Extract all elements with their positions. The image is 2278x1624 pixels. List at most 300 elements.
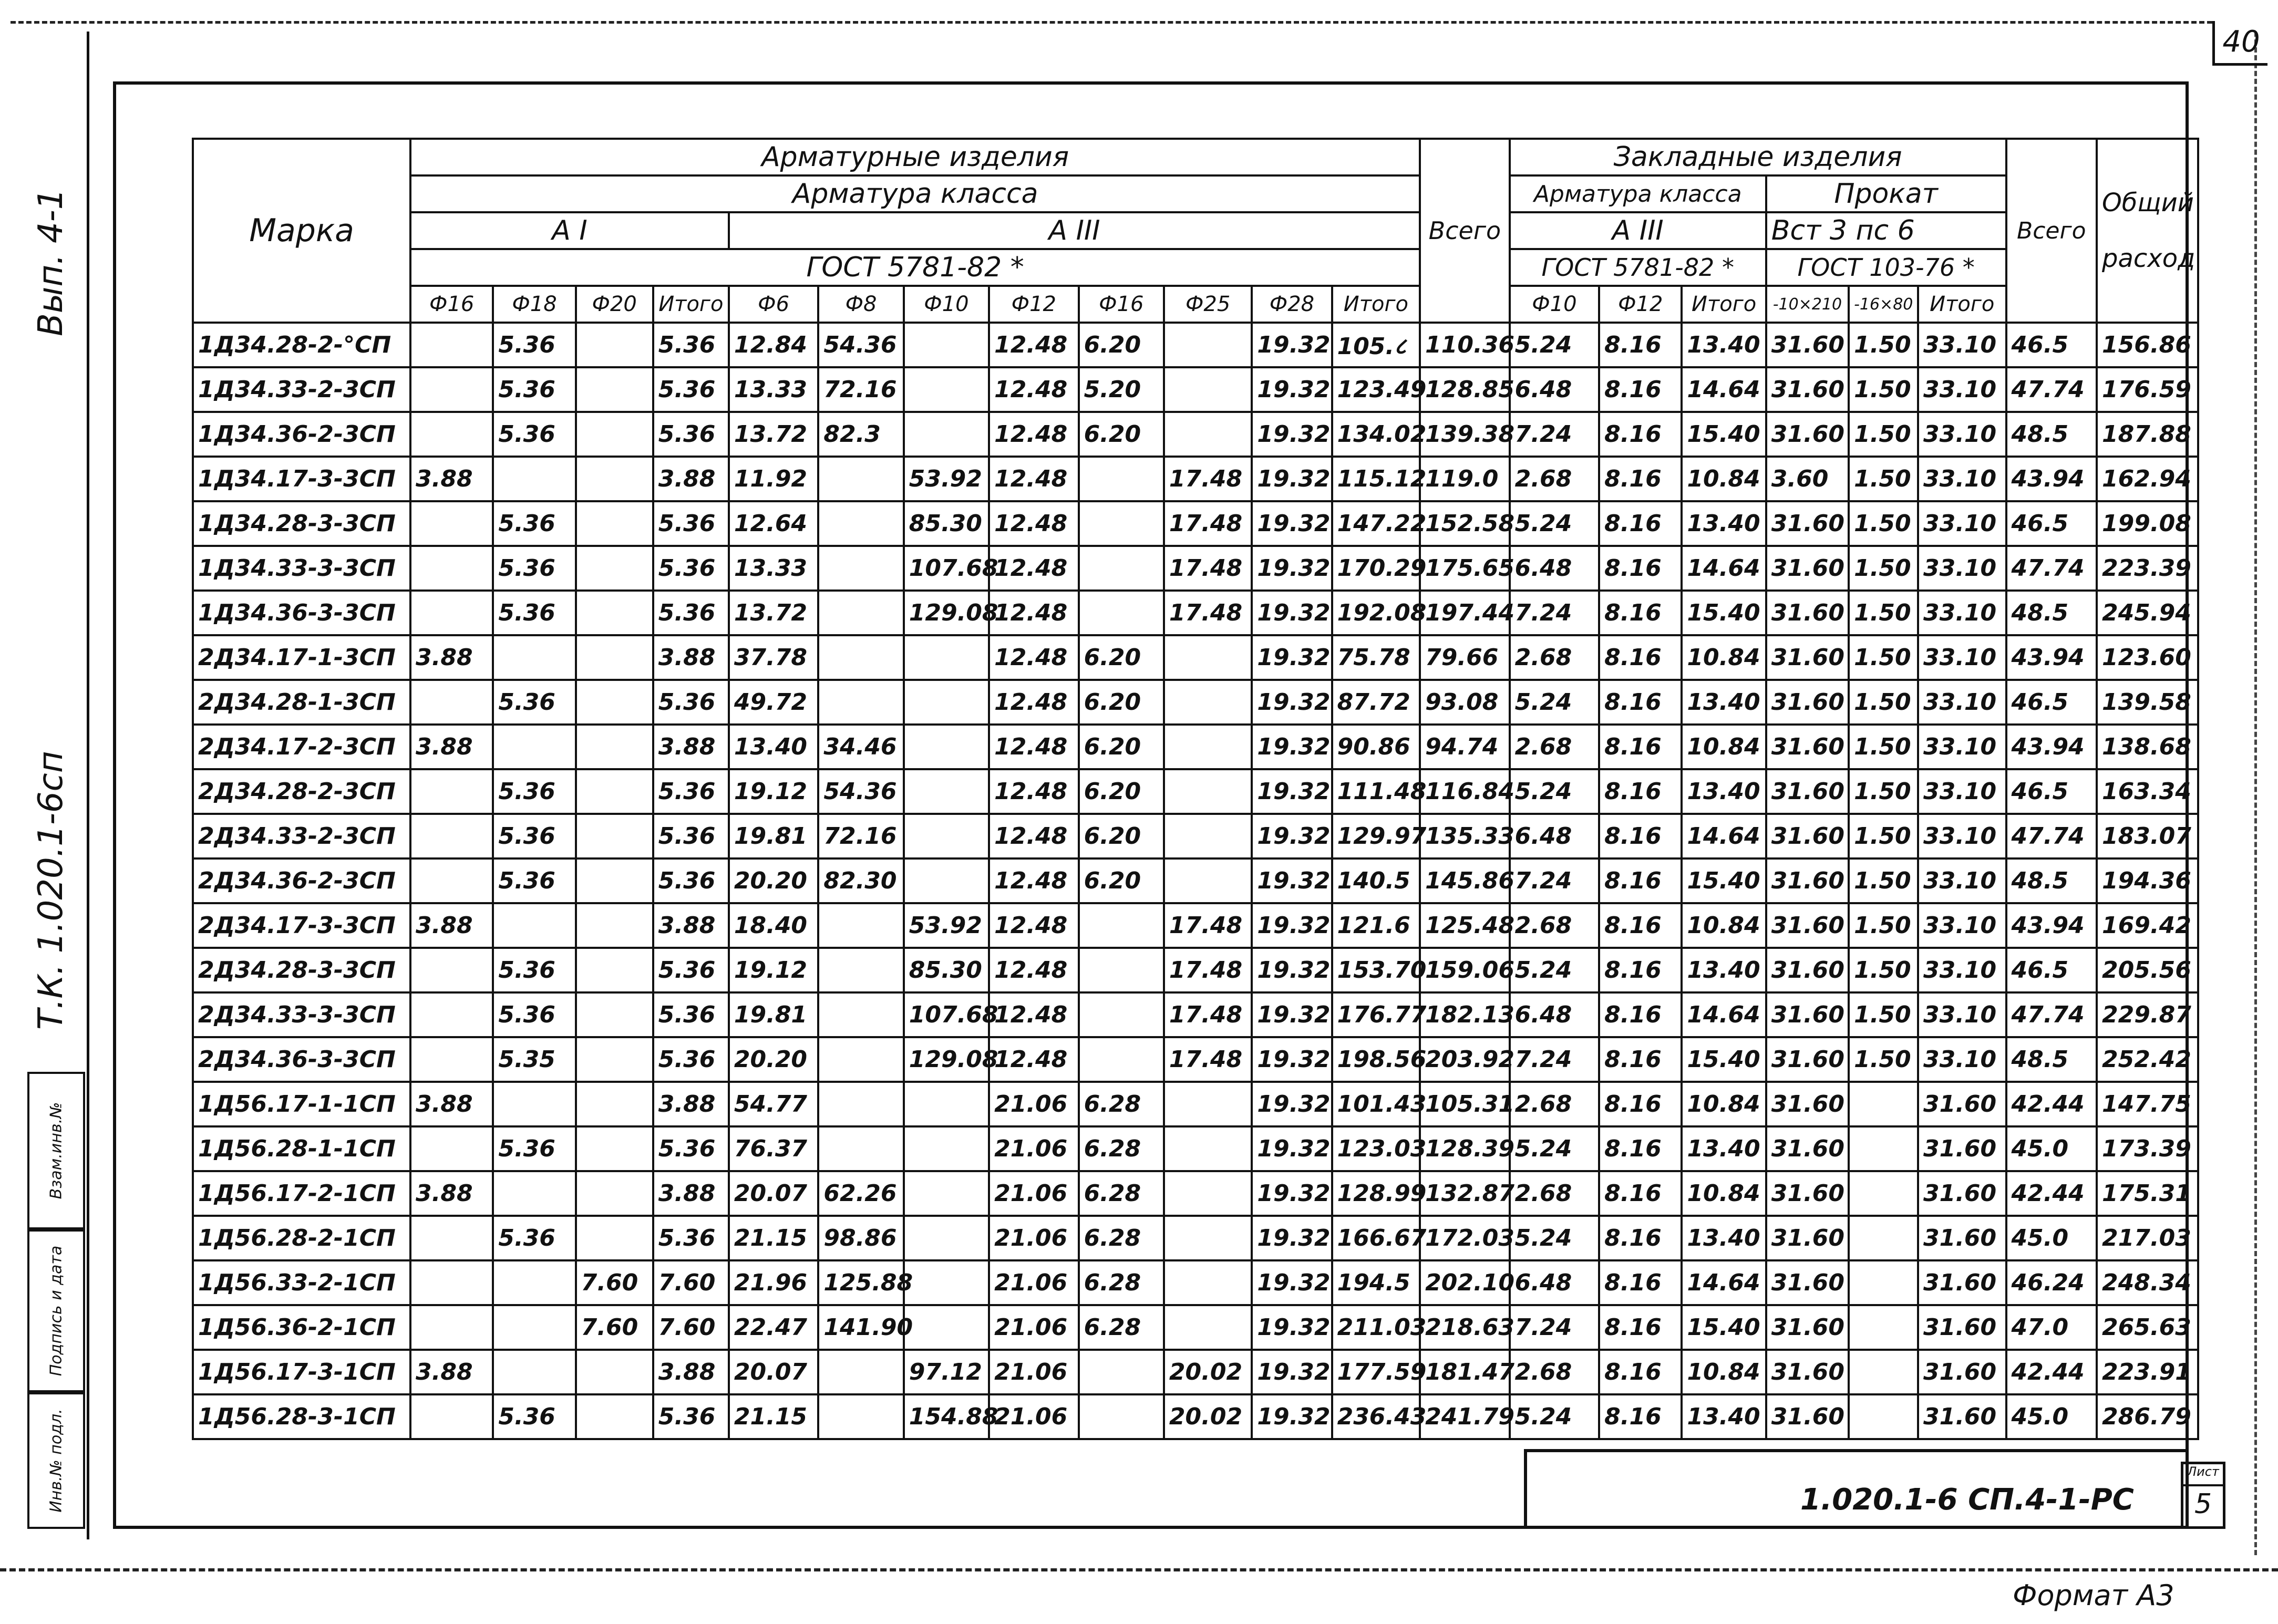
value-cell: 5.24: [1510, 680, 1599, 725]
value-cell: 135.33: [1420, 814, 1509, 858]
value-cell: 10.84: [1682, 1171, 1766, 1216]
value-cell: 163.34: [2097, 769, 2198, 814]
value-cell: 12.48: [989, 769, 1078, 814]
value-cell: [493, 903, 575, 948]
value-cell: 1.50: [1849, 858, 1918, 903]
obshiy-label: Общий: [2102, 188, 2194, 218]
table-row: [193, 591, 2198, 635]
value-cell: [1079, 1350, 1164, 1394]
value-cell: 166.67: [1332, 1216, 1420, 1260]
value-cell: 31.60: [1766, 1260, 1849, 1305]
value-cell: [493, 635, 575, 680]
value-cell: 31.60: [1766, 1171, 1849, 1216]
armaturnye-header: Арматурные изделия: [410, 139, 1420, 175]
value-cell: [576, 367, 653, 412]
table-row: [193, 1171, 2198, 1216]
value-cell: 147.75: [2097, 1082, 2198, 1126]
value-cell: 12.84: [729, 323, 818, 367]
value-cell: [493, 1350, 575, 1394]
sheet-number: 5: [2194, 1488, 2212, 1520]
value-cell: 218.63: [1420, 1305, 1509, 1350]
value-cell: [576, 948, 653, 992]
value-cell: 31.60: [1766, 725, 1849, 769]
value-cell: [410, 412, 493, 457]
value-cell: 20.07: [729, 1350, 818, 1394]
value-cell: 15.40: [1682, 1037, 1766, 1082]
value-cell: 7.24: [1510, 1305, 1599, 1350]
value-cell: 6.28: [1079, 1260, 1164, 1305]
header-row-2: [193, 175, 2198, 212]
value-cell: 129.08: [904, 1037, 989, 1082]
value-cell: [410, 992, 493, 1037]
value-cell: 31.60: [1766, 1394, 1849, 1439]
obshiy-header: [2097, 139, 2198, 323]
value-cell: [576, 814, 653, 858]
value-cell: 19.32: [1252, 725, 1332, 769]
value-cell: 21.06: [989, 1082, 1078, 1126]
value-cell: 21.06: [989, 1126, 1078, 1171]
value-cell: 14.64: [1682, 814, 1766, 858]
value-cell: 33.10: [1918, 457, 2006, 501]
value-cell: 90.86: [1332, 725, 1420, 769]
value-cell: 6.28: [1079, 1171, 1164, 1216]
marka-cell: 1Д34.33-2-3СП: [193, 367, 410, 412]
value-cell: [1849, 1171, 1918, 1216]
value-cell: 10.84: [1682, 725, 1766, 769]
value-cell: 21.06: [989, 1260, 1078, 1305]
marka-cell: 1Д56.28-1-1СП: [193, 1126, 410, 1171]
value-cell: [576, 323, 653, 367]
value-cell: 43.94: [2006, 635, 2097, 680]
subheader-cell: Ф10: [1510, 286, 1599, 323]
value-cell: 5.36: [653, 367, 729, 412]
table-row: [193, 1305, 2198, 1350]
marka-cell: 1Д56.33-2-1СП: [193, 1260, 410, 1305]
value-cell: 85.30: [904, 948, 989, 992]
value-cell: 123.49: [1332, 367, 1420, 412]
value-cell: 7.60: [653, 1260, 729, 1305]
value-cell: [1079, 948, 1164, 992]
value-cell: [1164, 367, 1252, 412]
value-cell: 19.32: [1252, 858, 1332, 903]
value-cell: [1079, 1037, 1164, 1082]
value-cell: 7.60: [653, 1305, 729, 1350]
value-cell: 7.60: [576, 1260, 653, 1305]
value-cell: [493, 725, 575, 769]
armatura-klassa-z-header: Арматура класса: [1510, 175, 1766, 212]
value-cell: 33.10: [1918, 412, 2006, 457]
value-cell: 211.03: [1332, 1305, 1420, 1350]
value-cell: 111.48: [1332, 769, 1420, 814]
value-cell: 286.79: [2097, 1394, 2198, 1439]
value-cell: 18.40: [729, 903, 818, 948]
subheader-cell: Итого: [653, 286, 729, 323]
value-cell: 94.74: [1420, 725, 1509, 769]
value-cell: 8.16: [1599, 1305, 1682, 1350]
value-cell: [818, 1394, 903, 1439]
value-cell: 8.16: [1599, 501, 1682, 546]
value-cell: 128.99: [1332, 1171, 1420, 1216]
value-cell: 5.36: [493, 858, 575, 903]
value-cell: [1849, 1126, 1918, 1171]
value-cell: 15.40: [1682, 591, 1766, 635]
value-cell: 14.64: [1682, 1260, 1766, 1305]
marka-cell: 2Д34.28-3-3СП: [193, 948, 410, 992]
value-cell: 13.72: [729, 412, 818, 457]
value-cell: 19.32: [1252, 814, 1332, 858]
value-cell: 8.16: [1599, 591, 1682, 635]
table-row: [193, 412, 2198, 457]
value-cell: 12.48: [989, 725, 1078, 769]
value-cell: 19.32: [1252, 769, 1332, 814]
value-cell: 5.36: [493, 323, 575, 367]
class-a3-header: А III: [729, 212, 1420, 249]
value-cell: 7.24: [1510, 1037, 1599, 1082]
value-cell: 13.40: [1682, 769, 1766, 814]
value-cell: 31.60: [1766, 1216, 1849, 1260]
value-cell: 19.32: [1252, 367, 1332, 412]
value-cell: 1.50: [1849, 501, 1918, 546]
value-cell: 182.13: [1420, 992, 1509, 1037]
value-cell: 33.10: [1918, 814, 2006, 858]
value-cell: 134.02: [1332, 412, 1420, 457]
value-cell: 47.0: [2006, 1305, 2097, 1350]
value-cell: 5.36: [653, 1216, 729, 1260]
value-cell: 12.48: [989, 858, 1078, 903]
value-cell: [818, 591, 903, 635]
value-cell: 1.50: [1849, 635, 1918, 680]
value-cell: 187.88: [2097, 412, 2198, 457]
value-cell: [410, 814, 493, 858]
value-cell: 5.36: [653, 591, 729, 635]
value-cell: 217.03: [2097, 1216, 2198, 1260]
value-cell: 3.88: [653, 725, 729, 769]
vsego-header: Всего: [1420, 139, 1509, 323]
value-cell: 31.60: [1918, 1126, 2006, 1171]
value-cell: 5.24: [1510, 1394, 1599, 1439]
value-cell: 5.36: [653, 948, 729, 992]
value-cell: [904, 1260, 989, 1305]
value-cell: 33.10: [1918, 858, 2006, 903]
value-cell: 87.72: [1332, 680, 1420, 725]
value-cell: 8.16: [1599, 680, 1682, 725]
value-cell: 43.94: [2006, 457, 2097, 501]
value-cell: 10.84: [1682, 903, 1766, 948]
value-cell: 12.48: [989, 457, 1078, 501]
class-a1-header: А I: [410, 212, 729, 249]
top-border-line: [11, 21, 2212, 24]
value-cell: 1.50: [1849, 992, 1918, 1037]
stamp-original-inventory: Инв.№ подл.: [27, 1392, 85, 1529]
value-cell: [576, 769, 653, 814]
value-cell: 1.50: [1849, 948, 1918, 992]
value-cell: 5.36: [493, 546, 575, 591]
value-cell: 8.16: [1599, 1082, 1682, 1126]
value-cell: 5.20: [1079, 367, 1164, 412]
value-cell: 19.32: [1252, 546, 1332, 591]
value-cell: 192.08: [1332, 591, 1420, 635]
value-cell: 21.15: [729, 1394, 818, 1439]
value-cell: 229.87: [2097, 992, 2198, 1037]
value-cell: 11.92: [729, 457, 818, 501]
value-cell: 8.16: [1599, 814, 1682, 858]
value-cell: 6.20: [1079, 858, 1164, 903]
value-cell: [576, 1171, 653, 1216]
value-cell: 5.24: [1510, 769, 1599, 814]
value-cell: 6.20: [1079, 412, 1164, 457]
value-cell: 22.47: [729, 1305, 818, 1350]
value-cell: 19.32: [1252, 1394, 1332, 1439]
value-cell: 85.30: [904, 501, 989, 546]
value-cell: 1.50: [1849, 814, 1918, 858]
value-cell: [904, 1082, 989, 1126]
value-cell: [1849, 1394, 1918, 1439]
value-cell: 33.10: [1918, 769, 2006, 814]
value-cell: 8.16: [1599, 992, 1682, 1037]
value-cell: [1849, 1216, 1918, 1260]
value-cell: 5.36: [493, 412, 575, 457]
value-cell: [410, 1216, 493, 1260]
value-cell: 3.88: [410, 1082, 493, 1126]
value-cell: 13.40: [1682, 948, 1766, 992]
value-cell: 12.48: [989, 903, 1078, 948]
value-cell: 31.60: [1766, 591, 1849, 635]
value-cell: [493, 1260, 575, 1305]
value-cell: 8.16: [1599, 457, 1682, 501]
marka-cell: 1Д34.17-3-3СП: [193, 457, 410, 501]
value-cell: [818, 680, 903, 725]
value-cell: 31.60: [1766, 769, 1849, 814]
value-cell: 20.20: [729, 858, 818, 903]
value-cell: [818, 948, 903, 992]
subheader-cell: Итого: [1682, 286, 1766, 323]
subheader-cell: Ф20: [576, 286, 653, 323]
table-row: [193, 1082, 2198, 1126]
stamp-replacement-inventory: Взам.инв.№: [27, 1072, 85, 1229]
value-cell: 19.32: [1252, 591, 1332, 635]
value-cell: 17.48: [1164, 992, 1252, 1037]
value-cell: 46.5: [2006, 680, 2097, 725]
value-cell: 97.12: [904, 1350, 989, 1394]
value-cell: 6.48: [1510, 546, 1599, 591]
value-cell: [576, 725, 653, 769]
value-cell: [1849, 1082, 1918, 1126]
value-cell: 21.06: [989, 1305, 1078, 1350]
value-cell: [576, 1126, 653, 1171]
value-cell: [1164, 1260, 1252, 1305]
format-label: Формат А3: [2013, 1579, 2174, 1612]
value-cell: 47.74: [2006, 814, 2097, 858]
value-cell: 42.44: [2006, 1171, 2097, 1216]
value-cell: [904, 814, 989, 858]
value-cell: 15.40: [1682, 412, 1766, 457]
value-cell: 125.48: [1420, 903, 1509, 948]
value-cell: [576, 412, 653, 457]
value-cell: [1079, 903, 1164, 948]
value-cell: 8.16: [1599, 412, 1682, 457]
value-cell: 82.30: [818, 858, 903, 903]
value-cell: [410, 591, 493, 635]
value-cell: 107.68: [904, 546, 989, 591]
value-cell: 19.32: [1252, 903, 1332, 948]
value-cell: 76.37: [729, 1126, 818, 1171]
value-cell: 31.60: [1766, 903, 1849, 948]
value-cell: [904, 412, 989, 457]
value-cell: 46.5: [2006, 323, 2097, 367]
table-row: [193, 814, 2198, 858]
value-cell: 3.88: [410, 1171, 493, 1216]
value-cell: [818, 1126, 903, 1171]
value-cell: 177.59: [1332, 1350, 1420, 1394]
value-cell: 82.3: [818, 412, 903, 457]
value-cell: 19.32: [1252, 501, 1332, 546]
value-cell: 17.48: [1164, 948, 1252, 992]
value-cell: 33.10: [1918, 323, 2006, 367]
table-row: [193, 948, 2198, 992]
value-cell: 19.12: [729, 769, 818, 814]
marka-cell: 1Д56.17-1-1СП: [193, 1082, 410, 1126]
marka-cell: 2Д34.33-3-3СП: [193, 992, 410, 1037]
value-cell: [1164, 680, 1252, 725]
value-cell: 31.60: [1918, 1216, 2006, 1260]
value-cell: 203.92: [1420, 1037, 1509, 1082]
subheader-cell: -10×210: [1766, 286, 1849, 323]
value-cell: 49.72: [729, 680, 818, 725]
value-cell: 75.78: [1332, 635, 1420, 680]
value-cell: 5.36: [653, 858, 729, 903]
subheader-cell: -16×80: [1849, 286, 1918, 323]
value-cell: [1164, 1305, 1252, 1350]
value-cell: 140.5: [1332, 858, 1420, 903]
value-cell: 46.5: [2006, 769, 2097, 814]
value-cell: 53.92: [904, 457, 989, 501]
value-cell: [576, 635, 653, 680]
value-cell: [410, 680, 493, 725]
value-cell: [818, 546, 903, 591]
value-cell: [1079, 591, 1164, 635]
value-cell: 5.36: [653, 1037, 729, 1082]
value-cell: 154.88: [904, 1394, 989, 1439]
value-cell: 145.86: [1420, 858, 1509, 903]
value-cell: 46.24: [2006, 1260, 2097, 1305]
value-cell: 2.68: [1510, 725, 1599, 769]
value-cell: 139.38: [1420, 412, 1509, 457]
value-cell: 5.24: [1510, 1126, 1599, 1171]
value-cell: [904, 680, 989, 725]
table-row: [193, 725, 2198, 769]
value-cell: 5.36: [653, 680, 729, 725]
value-cell: 33.10: [1918, 635, 2006, 680]
value-cell: 54.77: [729, 1082, 818, 1126]
value-cell: 176.59: [2097, 367, 2198, 412]
header-row-5: [193, 286, 2198, 323]
col-marka-header: Марка: [193, 139, 410, 323]
value-cell: 173.39: [2097, 1126, 2198, 1171]
value-cell: 21.96: [729, 1260, 818, 1305]
gost-z1-header: ГОСТ 5781-82 *: [1510, 249, 1766, 286]
table-row: [193, 1350, 2198, 1394]
value-cell: 31.60: [1918, 1305, 2006, 1350]
value-cell: 12.64: [729, 501, 818, 546]
value-cell: 2.68: [1510, 635, 1599, 680]
value-cell: 8.16: [1599, 1350, 1682, 1394]
value-cell: [410, 1305, 493, 1350]
value-cell: 19.32: [1252, 1350, 1332, 1394]
value-cell: 197.44: [1420, 591, 1509, 635]
value-cell: 1.50: [1849, 457, 1918, 501]
value-cell: [493, 457, 575, 501]
value-cell: 12.48: [989, 367, 1078, 412]
value-cell: 17.48: [1164, 546, 1252, 591]
value-cell: 31.60: [1766, 948, 1849, 992]
value-cell: 1.50: [1849, 680, 1918, 725]
value-cell: 31.60: [1766, 992, 1849, 1037]
value-cell: 19.12: [729, 948, 818, 992]
value-cell: 12.48: [989, 412, 1078, 457]
value-cell: 141.90: [818, 1305, 903, 1350]
value-cell: 8.16: [1599, 323, 1682, 367]
value-cell: 37.78: [729, 635, 818, 680]
value-cell: 2.68: [1510, 1082, 1599, 1126]
value-cell: 8.16: [1599, 903, 1682, 948]
value-cell: [576, 1037, 653, 1082]
value-cell: 45.0: [2006, 1216, 2097, 1260]
value-cell: [904, 858, 989, 903]
value-cell: 123.03: [1332, 1126, 1420, 1171]
value-cell: 5.35: [493, 1037, 575, 1082]
value-cell: [576, 1394, 653, 1439]
table-row: [193, 635, 2198, 680]
value-cell: 93.08: [1420, 680, 1509, 725]
vsego-z-header: Всего: [2006, 139, 2097, 323]
table-row: [193, 858, 2198, 903]
value-cell: 1.50: [1849, 725, 1918, 769]
value-cell: [410, 367, 493, 412]
value-cell: 181.47: [1420, 1350, 1509, 1394]
value-cell: 147.22: [1332, 501, 1420, 546]
value-cell: [410, 1260, 493, 1305]
value-cell: 1.50: [1849, 546, 1918, 591]
table-row: [193, 1394, 2198, 1439]
subheader-cell: Ф16: [410, 286, 493, 323]
value-cell: 48.5: [2006, 858, 2097, 903]
subheader-cell: Ф8: [818, 286, 903, 323]
value-cell: 8.16: [1599, 858, 1682, 903]
value-cell: [576, 992, 653, 1037]
value-cell: 12.48: [989, 546, 1078, 591]
subheader-cell: Ф6: [729, 286, 818, 323]
value-cell: 198.56: [1332, 1037, 1420, 1082]
value-cell: [1079, 1394, 1164, 1439]
value-cell: 241.79: [1420, 1394, 1509, 1439]
value-cell: 7.24: [1510, 591, 1599, 635]
subheader-cell: Итого: [1918, 286, 2006, 323]
value-cell: 3.88: [653, 1350, 729, 1394]
value-cell: [818, 1082, 903, 1126]
value-cell: 5.24: [1510, 948, 1599, 992]
bottom-border-line: [0, 1568, 2278, 1571]
value-cell: [904, 635, 989, 680]
value-cell: 33.10: [1918, 903, 2006, 948]
table-row: [193, 323, 2198, 367]
value-cell: 42.44: [2006, 1350, 2097, 1394]
value-cell: [1079, 501, 1164, 546]
marka-cell: 2Д34.36-2-3СП: [193, 858, 410, 903]
stamp-signature-date: Подпись и дата: [27, 1229, 85, 1392]
value-cell: 5.36: [653, 412, 729, 457]
value-cell: 6.48: [1510, 367, 1599, 412]
value-cell: 5.36: [493, 814, 575, 858]
